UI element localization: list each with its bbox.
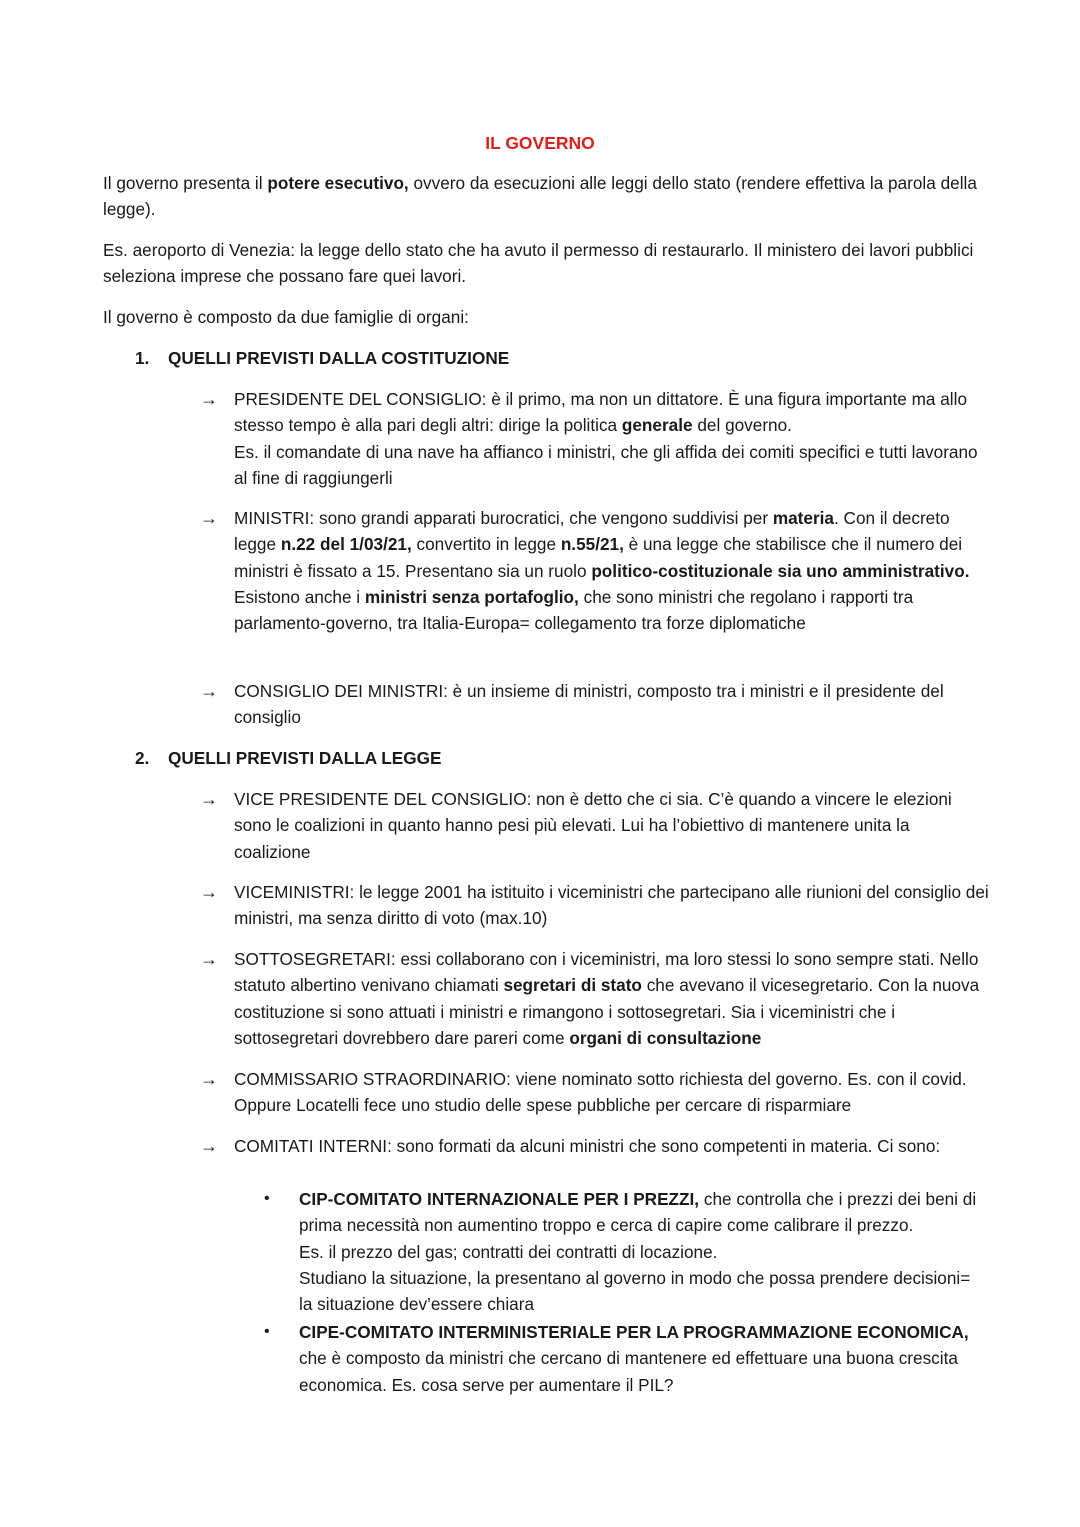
text-run: CONSIGLIO DEI MINISTRI: è un insieme di ministri, composto tra i ministri e il presidente del consiglio [234, 681, 944, 728]
bullet-line [299, 1239, 984, 1265]
intro-paragraph-2 [103, 237, 983, 290]
text-run: PRESIDENTE DEL CONSIGLIO: è il primo, ma non un dittatore. È una figura importante ma allo stesso tempo è alla pari degli altri: dirige la politica [234, 389, 968, 436]
section-title: QUELLI PREVISTI DALLA COSTITUZIONE [168, 348, 510, 368]
bullet-line [299, 1265, 984, 1318]
text-run: COMITATI INTERNI: sono formati da alcuni ministri che sono competenti in materia. Ci sono: [234, 1136, 941, 1156]
arrow-right-icon: → [200, 508, 218, 528]
text-run: Es. il prezzo del gas; contratti dei contratti di locazione. [299, 1241, 718, 1262]
list-item-vice-presidente [200, 786, 990, 865]
section-heading-2 [135, 745, 995, 771]
text-run: Il governo presenta il [103, 173, 268, 193]
list-item-consiglio-dei-ministri [200, 678, 990, 731]
section-number: 2. [135, 748, 150, 768]
text-run: COMMISSARIO STRAORDINARIO: viene nominato sotto richiesta del governo. Es. con il covid. Oppure Locatelli fece uno studio delle spese pubbliche per cercare di risparmiare [234, 1069, 967, 1116]
section-title: QUELLI PREVISTI DALLA LEGGE [168, 748, 442, 768]
bullet-icon: • [264, 1190, 270, 1207]
bold-text: potere esecutivo, [267, 173, 409, 193]
item-line [234, 879, 990, 932]
item-line [234, 946, 990, 1051]
text-run: che è composto da ministri che cercano di mantenere ed effettuare una buona crescita economica. Es. cosa serve per aumentare il PIL? [299, 1348, 958, 1395]
bold-text: ministri senza portafoglio, [364, 586, 579, 607]
text-run: che controlla che i prezzi dei beni di prima necessità non aumentino troppo e cerca di capire come calibrare il prezzo. [299, 1189, 977, 1236]
list-item-ministri [200, 505, 990, 636]
text-run: ovvero da esecuzioni alle leggi dello stato (rendere effettiva la parola della legge). [103, 173, 977, 220]
item-line [234, 1066, 990, 1119]
section-heading-1 [135, 345, 995, 371]
list-item-commissario [200, 1066, 990, 1119]
intro-paragraph-3 [103, 304, 983, 330]
text-run: del governo. [692, 415, 792, 436]
text-run: è una legge che stabilisce che il numero dei ministri è fissato a 15. Presentano sia un ruolo [234, 534, 963, 581]
item-line [234, 786, 990, 865]
bullet-icon: • [264, 1323, 270, 1340]
list-item-viceministri [200, 879, 990, 932]
bold-text: generale [621, 415, 693, 436]
text-run: Il governo è composto da due famiglie di organi: [103, 307, 469, 327]
bold-text: CIP-COMITATO INTERNAZIONALE PER I PREZZI, [299, 1189, 700, 1209]
text-run: Es. il comandate di una nave ha affianco i ministri, che gli affida dei comiti specifici e tutti lavorano al fine di raggiungerli [234, 441, 978, 488]
bold-text: n.55/21, [560, 534, 624, 555]
bold-text: politico-costituzionale sia uno amministrativo. [591, 560, 970, 581]
list-item-presidente [200, 386, 990, 491]
arrow-right-icon: → [200, 1069, 218, 1089]
arrow-right-icon: → [200, 789, 218, 809]
page-title: IL GOVERNO [485, 133, 595, 153]
item-line [234, 439, 990, 492]
list-item-comitati-interni [200, 1133, 990, 1159]
arrow-right-icon: → [200, 1136, 218, 1156]
text-run: Esistono anche i [234, 586, 365, 607]
text-run: VICEMINISTRI: le legge 2001 ha istituito i viceministri che partecipano alle riunioni del consiglio dei ministri, ma senza diritto di voto (max.10) [234, 882, 989, 929]
item-line [234, 505, 990, 584]
bold-text: n.22 del 1/03/21, [280, 534, 412, 555]
bold-text: organi di consultazione [569, 1027, 762, 1048]
item-line [234, 678, 990, 731]
text-run: Studiano la situazione, la presentano al governo in modo che possa prendere decisioni= la situazione dev’essere chiara [299, 1267, 971, 1315]
text-run: MINISTRI: sono grandi apparati burocratici, che vengono suddivisi per [234, 508, 773, 528]
bold-text: segretari di stato [503, 975, 642, 996]
arrow-right-icon: → [200, 949, 218, 969]
list-item-sottosegretari [200, 946, 990, 1051]
item-line [234, 1133, 990, 1159]
bullet-line [299, 1186, 984, 1239]
text-run: . Con il decreto legge [234, 508, 950, 555]
arrow-right-icon: → [200, 882, 218, 902]
bullet-item-cip [264, 1186, 984, 1317]
bold-text: materia [772, 508, 834, 528]
bullet-line [299, 1319, 984, 1398]
arrow-right-icon: → [200, 389, 218, 409]
text-run: che sono ministri che regolano i rapporti tra parlamento-governo, tra Italia-Europa= collegamento tra forze diplomatiche [234, 586, 914, 634]
text-run: VICE PRESIDENTE DEL CONSIGLIO: non è detto che ci sia. C’è quando a vincere le elezioni sono le coalizioni in quanto hanno pesi più elevati. Lui ha l’obiettivo di mantenere unita la coalizione [234, 789, 952, 862]
item-line [234, 386, 990, 439]
text-run: convertito in legge [411, 534, 561, 555]
text-run: che avevano il vicesegretario. Con la nuova costituzione si sono attuati i ministri e rimangono i sottosegretari. Sia i viceministri che i sottosegretari dovrebbero dare pareri come [234, 975, 980, 1048]
bullet-item-cipe [264, 1319, 984, 1398]
text-run: Es. aeroporto di Venezia: la legge dello stato che ha avuto il permesso di restaurarlo. Il ministero dei lavori pubblici seleziona imprese che possano fare quei lavori. [103, 240, 974, 287]
section-number: 1. [135, 348, 150, 368]
item-line [234, 584, 990, 637]
text-run: SOTTOSEGRETARI: essi collaborano con i viceministri, ma loro stessi lo sono sempre stati. Nello statuto albertino venivano chiamati [234, 949, 979, 996]
intro-paragraph-1 [103, 170, 983, 223]
arrow-right-icon: → [200, 681, 218, 701]
bold-text: CIPE-COMITATO INTERMINISTERIALE PER LA PROGRAMMAZIONE ECONOMICA, [299, 1322, 969, 1342]
